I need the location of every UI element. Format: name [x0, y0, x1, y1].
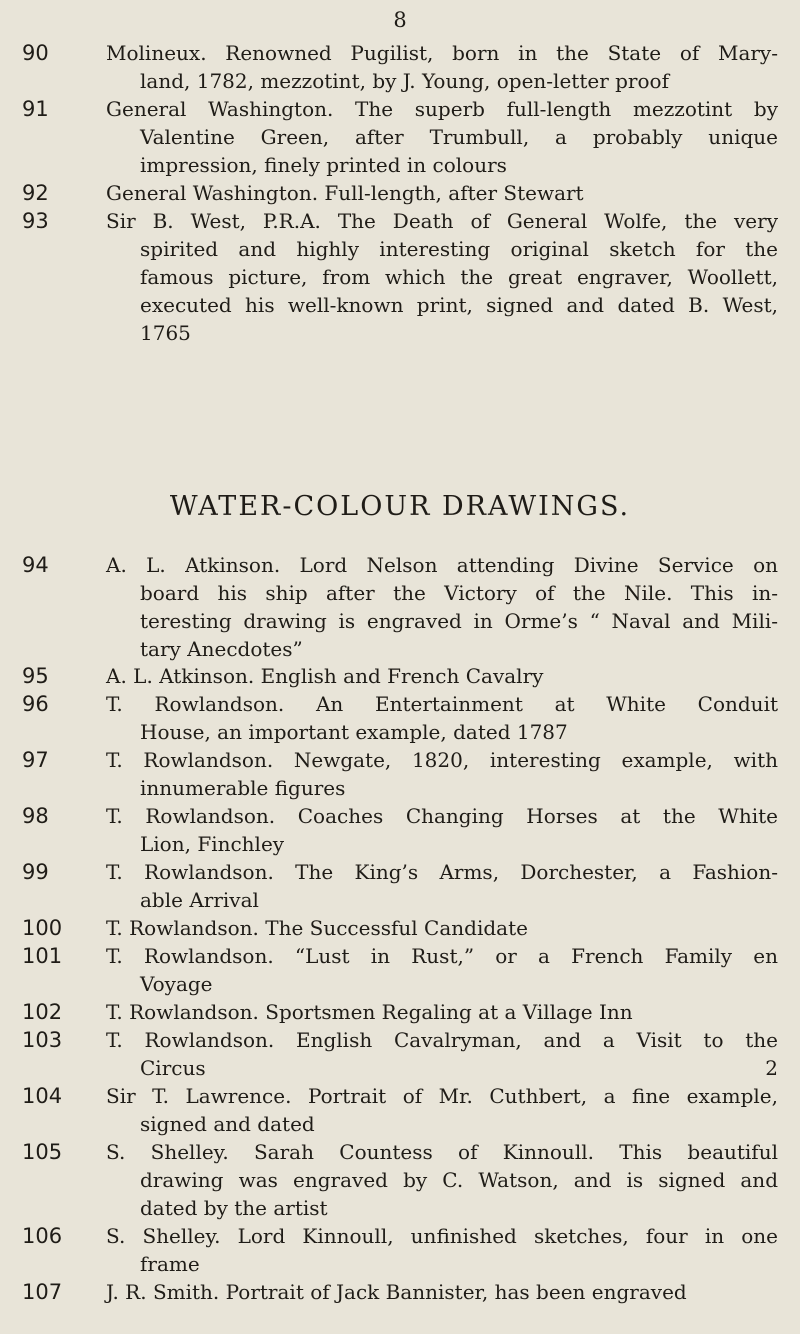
- lot-number: 93: [22, 209, 49, 233]
- text-line: T. Rowlandson. The Successful Candidate: [106, 916, 528, 940]
- text-line: drawing was engraved by C. Watson, and is signed and: [140, 1168, 778, 1192]
- text-line: T. Rowlandson. An Entertainment at White Conduit: [106, 692, 778, 716]
- text-line: J. R. Smith. Portrait of Jack Bannister, has been engraved: [106, 1280, 687, 1304]
- lot-description: [106, 1138, 778, 1222]
- lot-number: 92: [22, 181, 49, 205]
- lot-number: 103: [22, 1028, 63, 1052]
- lot-description: [106, 746, 778, 802]
- lot-number: 106: [22, 1224, 63, 1248]
- text-line: impression, finely printed in colours: [140, 153, 507, 177]
- lot-number: 90: [22, 41, 49, 65]
- lot-description: [106, 95, 778, 179]
- text-line: board his ship after the Victory of the Nile. This in-: [140, 581, 778, 605]
- text-line: House, an important example, dated 1787: [140, 720, 568, 744]
- lot-description: [106, 914, 778, 942]
- lot-description: [106, 858, 778, 914]
- text-line: T. Rowlandson. Sportsmen Regaling at a Village Inn: [106, 1000, 633, 1024]
- lot-description: [106, 662, 778, 690]
- text-line: Voyage: [140, 972, 213, 996]
- page-number: 8: [393, 8, 407, 32]
- section-heading: WATER-COLOUR DRAWINGS.: [169, 491, 631, 522]
- lot-description: [106, 690, 778, 746]
- text-line: dated by the artist: [140, 1196, 328, 1220]
- text-line: S. Shelley. Lord Kinnoull, unfinished sketches, four in one: [106, 1224, 778, 1248]
- lot-number: 104: [22, 1084, 63, 1108]
- lot-number: 105: [22, 1140, 63, 1164]
- lot-number: 101: [22, 944, 63, 968]
- text-line: [106, 1054, 778, 1082]
- text-line: A. L. Atkinson. English and French Cavalry: [106, 664, 544, 688]
- lot-number: 95: [22, 664, 49, 688]
- text-line: tary Anecdotes”: [140, 637, 303, 661]
- lot-description: [106, 1082, 778, 1138]
- text-line: 1765: [140, 321, 191, 345]
- text-line: teresting drawing is engraved in Orme’s “ Naval and Mili-: [140, 609, 778, 633]
- text-line: Sir B. West, P.R.A. The Death of General Wolfe, the very: [106, 209, 778, 233]
- text-line: innumerable figures: [140, 776, 346, 800]
- text-line: able Arrival: [140, 888, 259, 912]
- quantity-note: 2: [765, 1056, 778, 1080]
- text-line: T. Rowlandson. The King’s Arms, Dorchester, a Fashion-: [106, 860, 778, 884]
- lot-description: [106, 551, 778, 663]
- text-line: General Washington. The superb full-length mezzotint by: [106, 97, 778, 121]
- text-line: T. Rowlandson. Coaches Changing Horses at the White: [106, 804, 778, 828]
- lot-description: [106, 179, 778, 207]
- text-line-part: Circus: [140, 1056, 206, 1080]
- lot-description: [106, 39, 778, 95]
- text-line: Molineux. Renowned Pugilist, born in the State of Mary-: [106, 41, 778, 65]
- text-line: famous picture, from which the great engraver, Woollett,: [140, 265, 778, 289]
- text-line: signed and dated: [140, 1112, 315, 1136]
- lot-description: [106, 1026, 778, 1082]
- text-line: T. Rowlandson. Newgate, 1820, interesting example, with: [106, 748, 778, 772]
- text-line: executed his well-known print, signed and dated B. West,: [140, 293, 778, 317]
- text-line: S. Shelley. Sarah Countess of Kinnoull. This beautiful: [106, 1140, 778, 1164]
- text-line: A. L. Atkinson. Lord Nelson attending Divine Service on: [106, 553, 778, 577]
- text-line: Valentine Green, after Trumbull, a probably unique: [140, 125, 778, 149]
- lot-description: [106, 998, 778, 1026]
- lot-number: 98: [22, 804, 49, 828]
- lot-number: 100: [22, 916, 63, 940]
- text-line: General Washington. Full-length, after Stewart: [106, 181, 584, 205]
- lot-number: 107: [22, 1280, 63, 1304]
- text-line: spirited and highly interesting original sketch for the: [140, 237, 778, 261]
- lot-description: [106, 1278, 778, 1306]
- lot-description: [106, 942, 778, 998]
- lot-number: 99: [22, 860, 49, 884]
- text-line: T. Rowlandson. English Cavalryman, and a Visit to the: [106, 1028, 778, 1052]
- lot-number: 97: [22, 748, 49, 772]
- text-line: Lion, Finchley: [140, 832, 285, 856]
- text-line: Sir T. Lawrence. Portrait of Mr. Cuthbert, a fine example,: [106, 1084, 778, 1108]
- lot-number: 91: [22, 97, 49, 121]
- lot-number: 94: [22, 553, 49, 577]
- lot-description: [106, 802, 778, 858]
- lot-number: 102: [22, 1000, 63, 1024]
- lot-description: [106, 207, 778, 347]
- lot-description: [106, 1222, 778, 1278]
- lot-number: 96: [22, 692, 49, 716]
- text-line: frame: [140, 1252, 200, 1276]
- text-line: land, 1782, mezzotint, by J. Young, open-letter proof: [140, 69, 669, 93]
- text-line: T. Rowlandson. “Lust in Rust,” or a French Family en: [106, 944, 778, 968]
